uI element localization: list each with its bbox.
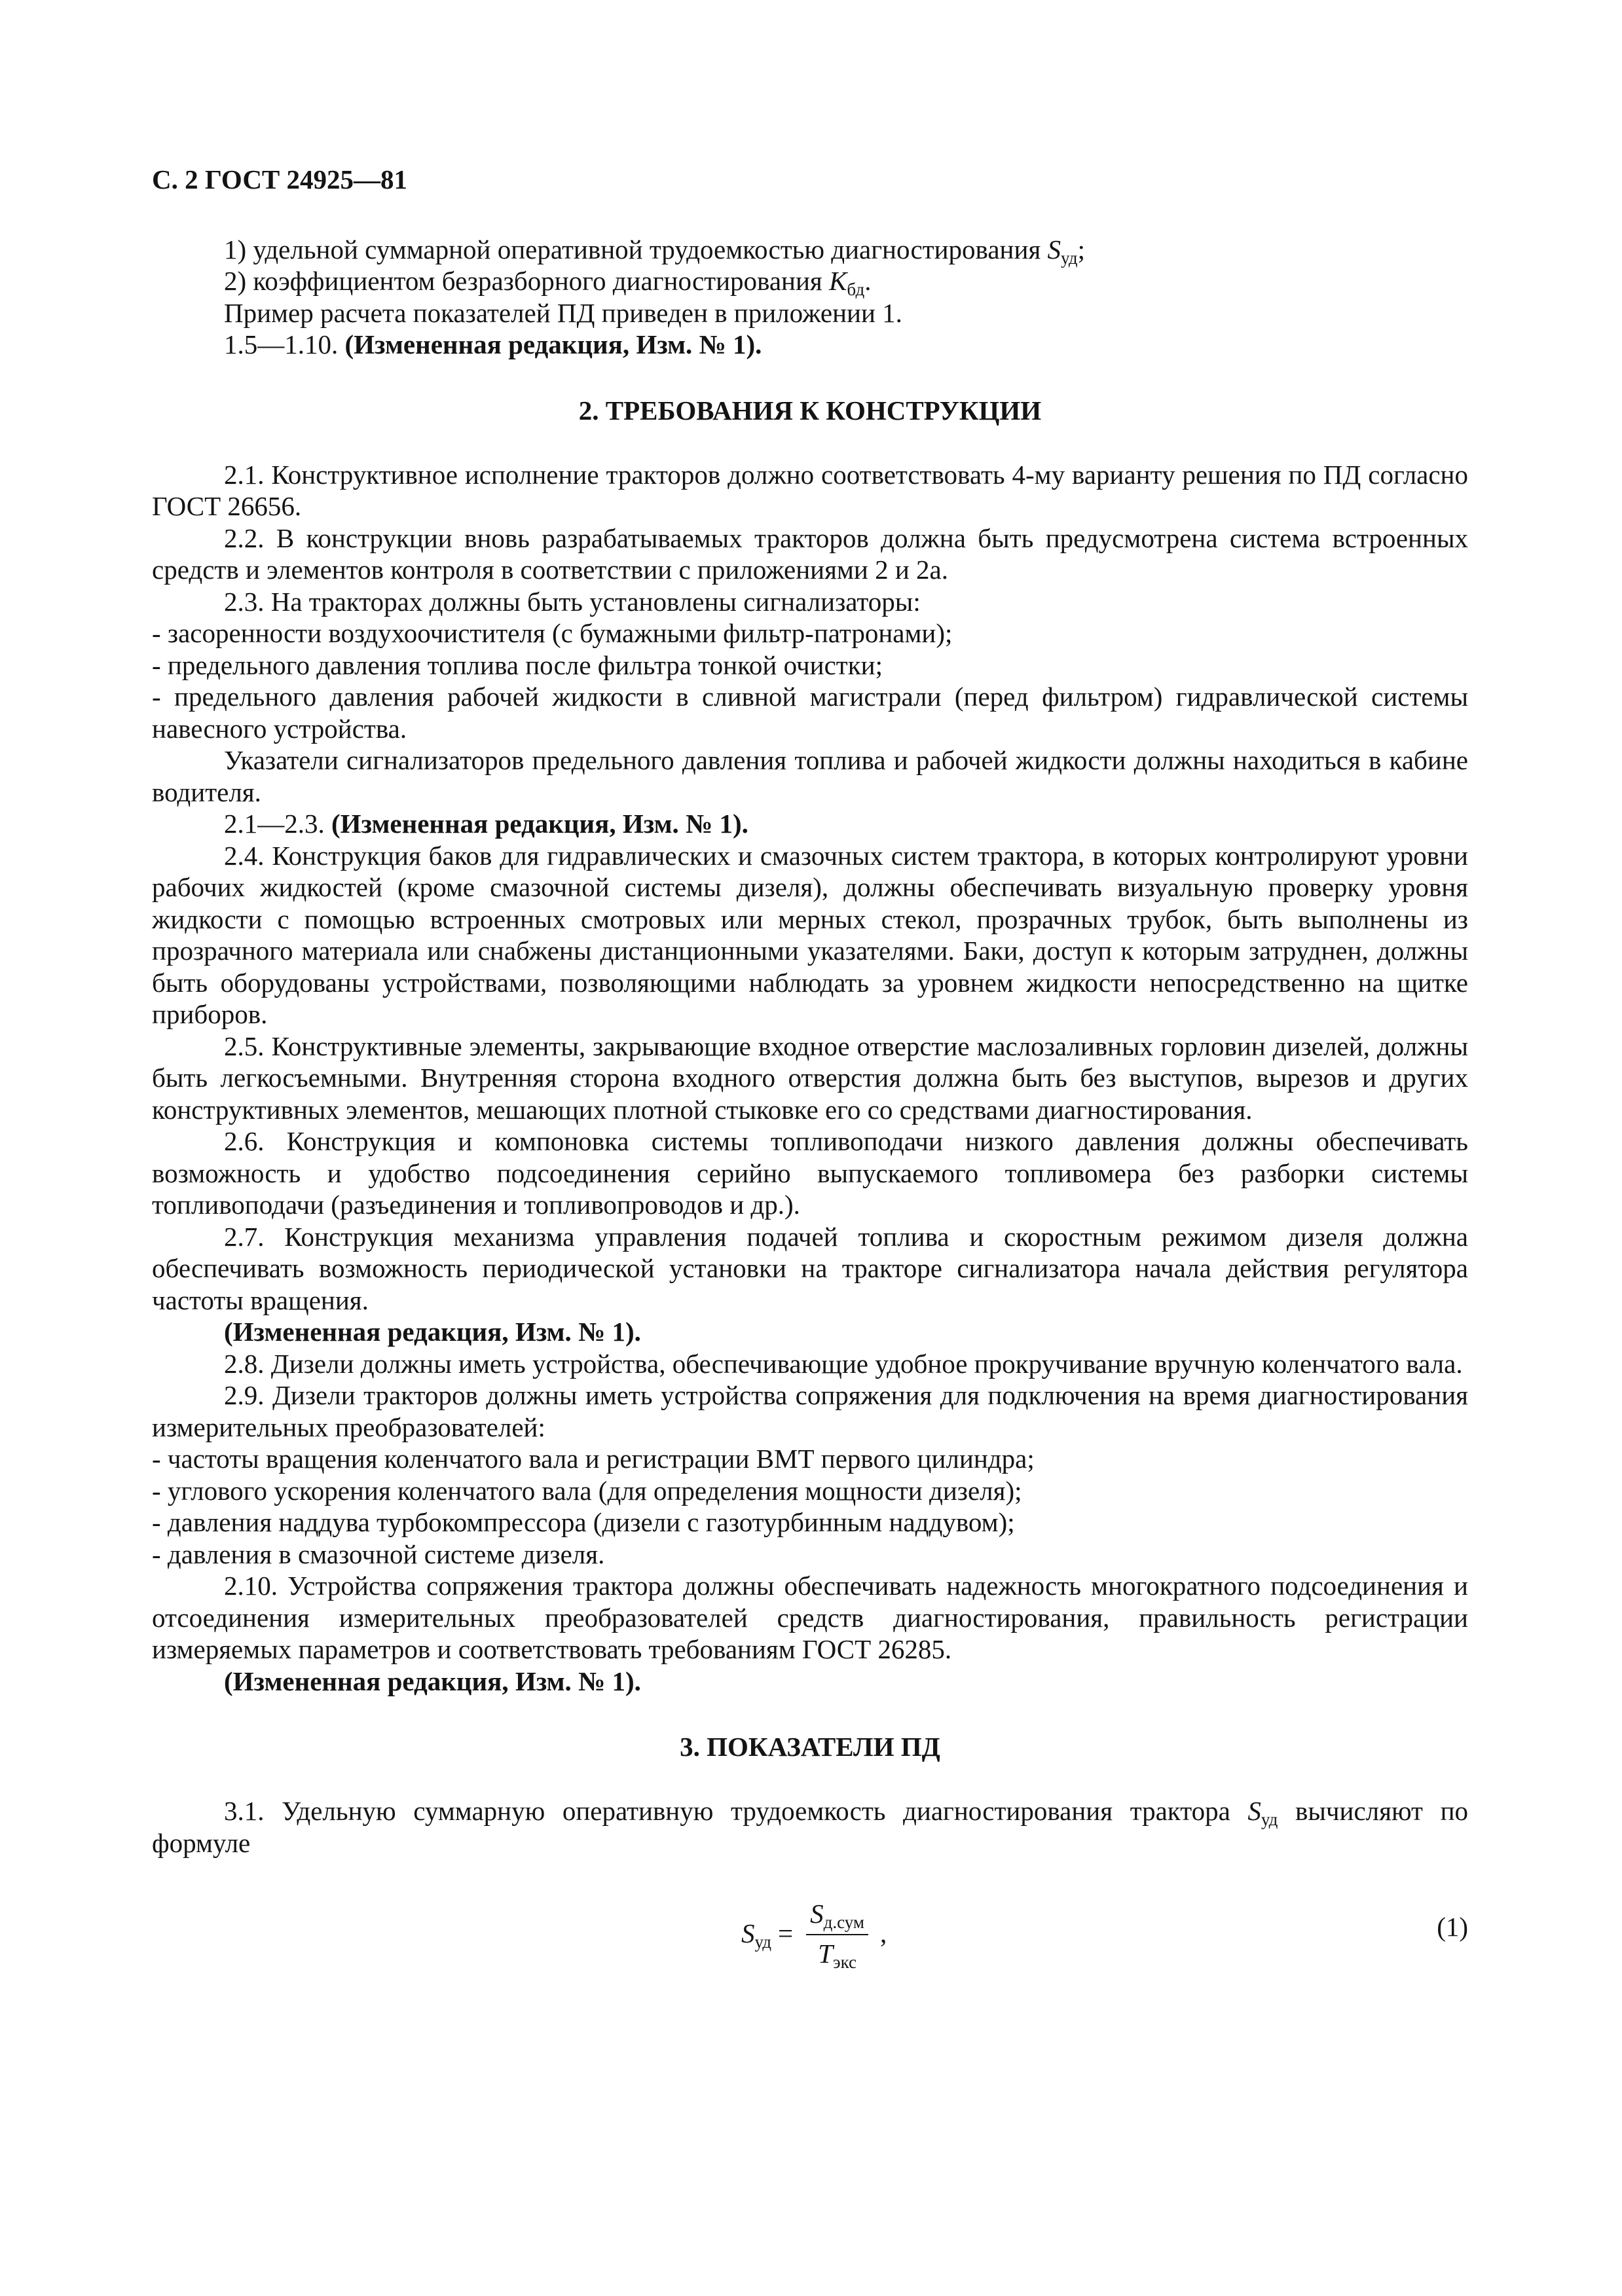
intro-item-2: 2) коэффициентом безразборного диагностирования $K_{бд}$. xyxy=(224,266,872,299)
list-item: - углового ускорения коленчатого вала (для определения мощности дизеля); xyxy=(152,1475,1022,1506)
formula-1 xyxy=(152,1885,1468,1996)
paragraph-2-2: 2.2. В конструкции вновь разрабатываемых тракторов должна быть предусмотрена система встроенных средств и элементов контроля в соответствии с приложениями 2 и 2а. xyxy=(152,522,1468,585)
amendment-2-10: (Измененная редакция, Изм. № 1). xyxy=(224,1666,641,1696)
paragraph-2-6: 2.6. Конструкция и компоновка системы топливоподачи низкого давления должны обеспечивать возможность и удобство подсоединения серийно выпускаемого топливомера без разборки системы топливоподачи (разъединения и топливопроводов и др.). xyxy=(152,1126,1468,1220)
paragraph-2-4: 2.4. Конструкция баков для гидравлических и смазочных систем трактора, в которых контролируют уровни рабочих жидкостей (кроме смазочной системы дизеля), должны обеспечивать визуальную проверку уровня жидкости с помощью встроенных смотровых или мерных стекол, прозрачных трубок, быть выполнены из прозрачного материала или снабжены дистанционными указателями. Баки, доступ к которым затруднен, должны быть оборудованы устройствами, позволяющими наблюдать за уровнем жидкости непосредственно на щитке приборов. xyxy=(152,840,1468,1029)
paragraph-2-1: 2.1. Конструктивное исполнение тракторов должно соответствовать 4-му варианту решения по ПД согласно ГОСТ 26656. xyxy=(152,459,1468,521)
intro-example: Пример расчета показателей ПД приведен в приложении 1. xyxy=(224,297,902,328)
list-item: - засоренности воздухоочистителя (с бумажными фильтр-патронами); xyxy=(152,618,953,648)
paragraph-2-10: 2.10. Устройства сопряжения трактора должны обеспечивать надежность многократного подсоединения и отсоединения измерительных преобразователей средств диагностирования, правильность регистрации измеряемых параметров и соответствовать требованиям ГОСТ 26285. xyxy=(152,1571,1468,1664)
formula-denominator: $T_{экс}$ xyxy=(818,1938,857,1972)
page-header: С. 2 ГОСТ 24925—81 xyxy=(152,164,408,194)
intro-item-1: 1) удельной суммарной оперативной трудоемкостью диагностирования $S_{уд}$; xyxy=(224,234,1085,268)
symbol-k: K xyxy=(829,266,847,296)
intro-amendment: 1.5—1.10. (Измененная редакция, Изм. № 1). xyxy=(224,329,762,359)
paragraph-2-3-note: Указатели сигнализаторов предельного давления топлива и рабочей жидкости должны находиться в кабине водителя. xyxy=(152,745,1468,807)
formula-number: (1) xyxy=(1437,1912,1468,1942)
paragraph-2-3: 2.3. На тракторах должны быть установлены сигнализаторы: xyxy=(224,586,921,617)
paragraph-3-1: 3.1. Удельную суммарную оперативную трудоемкость диагностирования трактора $S_{уд}$ вычисляют по формуле xyxy=(152,1796,1469,1858)
formula-expression xyxy=(741,1898,887,1972)
section-3-title: 3. ПОКАЗАТЕЛИ ПД xyxy=(680,1732,940,1762)
paragraph-2-9: 2.9. Дизели тракторов должны иметь устройства сопряжения для подключения на время диагностирования измерительных преобразователей: xyxy=(152,1380,1468,1442)
list-item: - давления наддува турбокомпрессора (дизели с газотурбинным наддувом); xyxy=(152,1507,1015,1537)
list-item: - частоты вращения коленчатого вала и регистрации ВМТ первого цилиндра; xyxy=(152,1444,1035,1474)
formula-equals: = xyxy=(778,1918,794,1949)
list-item: - предельного давления топлива после фильтра тонкой очистки; xyxy=(152,649,883,680)
formula-fraction xyxy=(806,1898,868,1972)
amendment-2-1-2-3: 2.1—2.3. (Измененная редакция, Изм. № 1). xyxy=(224,809,748,839)
paragraph-2-5: 2.5. Конструктивные элементы, закрывающие входное отверстие маслозаливных горловин дизелей, должны быть легкосъемными. Внутренняя сторона входного отверстия должна быть без выступов, вырезов и других конструктивных элементов, мешающих плотной стыковке его со средствами диагностирования. xyxy=(152,1030,1468,1125)
formula-comma: , xyxy=(880,1918,887,1949)
page-content xyxy=(152,164,1468,1996)
formula-lhs: $S_{уд}$ xyxy=(741,1918,772,1952)
paragraph-2-7: 2.7. Конструкция механизма управления подачей топлива и скоростным режимом дизеля должна обеспечивать возможность периодической установки на тракторе сигнализатора начала действия регулятора частоты вращения. xyxy=(152,1221,1468,1315)
list-item: - предельного давления рабочей жидкости в сливной магистрали (перед фильтром) гидравлической системы навесного устройства. xyxy=(152,682,1468,744)
symbol-s: S xyxy=(1047,234,1061,264)
formula-numerator: $S_{д.сум}$ xyxy=(806,1898,868,1935)
list-item: - давления в смазочной системе дизеля. xyxy=(152,1539,605,1569)
paragraph-2-8: 2.8. Дизели должны иметь устройства, обеспечивающие удобное прокручивание вручную коленчатого вала. xyxy=(224,1348,1463,1379)
symbol-s: S xyxy=(1247,1796,1261,1826)
amendment-2-7: (Измененная редакция, Изм. № 1). xyxy=(224,1317,641,1347)
section-2-title: 2. ТРЕБОВАНИЯ К КОНСТРУКЦИИ xyxy=(578,395,1042,426)
